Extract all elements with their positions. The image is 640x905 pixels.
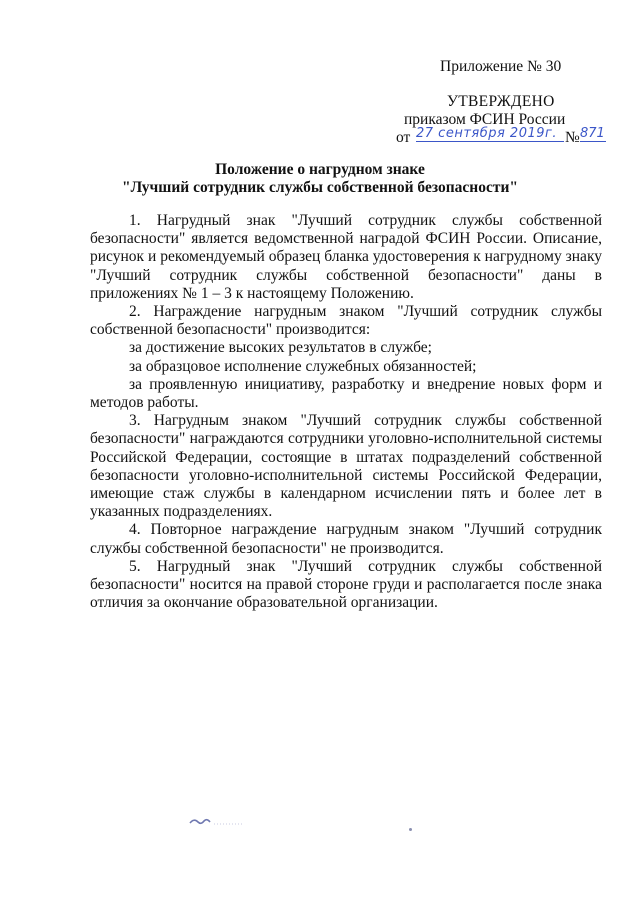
order-date-line — [396, 128, 606, 150]
document-title-line-2: "Лучший сотрудник службы собственной безопасности" — [121, 179, 518, 196]
paragraph-4: 4. Повторное награждение нагрудным знаком "Лучший сотрудник службы собственной безопасности" не производится. — [90, 521, 602, 557]
number-sign: № — [565, 129, 580, 146]
document-body — [90, 212, 602, 612]
approved-label: УТВЕРЖДЕНО — [447, 93, 555, 110]
appendix-number: Приложение № 30 — [440, 58, 562, 75]
handwritten-number: 871 — [580, 126, 605, 141]
scan-dot-mark — [409, 828, 412, 831]
order-reference: приказом ФСИН России — [404, 111, 566, 128]
paragraph-1: 1. Нагрудный знак "Лучший сотрудник службы собственной безопасности" является ведомственной наградой ФСИН России. Описание, рисунок и рекомендуемый образец бланка удостоверения к нагрудному знаку "Лучший сотрудник службы собственной безопасности" даны в приложениях № 1 – 3 к настоящему Положению. — [90, 212, 602, 302]
paragraph-5: 5. Нагрудный знак "Лучший сотрудник службы собственной безопасности" носится на правой стороне груди и располагается после знака отличия за окончание образовательной организации. — [90, 557, 602, 612]
paragraph-2-item-2: за образцовое исполнение служебных обязанностей; — [129, 357, 477, 375]
paragraph-2: 2. Награждение нагрудным знаком "Лучший сотрудник службы собственной безопасности" производится: — [90, 303, 602, 339]
paragraph-2-item-3: за проявленную инициативу, разработку и внедрение новых форм и методов работы. — [90, 375, 602, 412]
date-prefix: от — [396, 129, 411, 146]
paragraph-3: 3. Нагрудным знаком "Лучший сотрудник службы собственной безопасности" награждаются сотрудники уголовно-исполнительной системы Российской Федерации, состоящие в штатах подразделений собственной безопасности уголовно-исполнительной системы Российской Федерации, имеющие стаж службы в календарном исчислении пять и более лет в указанных подразделениях. — [90, 412, 602, 521]
paragraph-2-item-1: за достижение высоких результатов в службе; — [129, 339, 432, 357]
scan-smudge-mark — [188, 815, 248, 829]
document-title-line-1: Положение о нагрудном знаке — [215, 161, 425, 178]
handwritten-date: 27 сентября 2019г. — [416, 126, 564, 142]
